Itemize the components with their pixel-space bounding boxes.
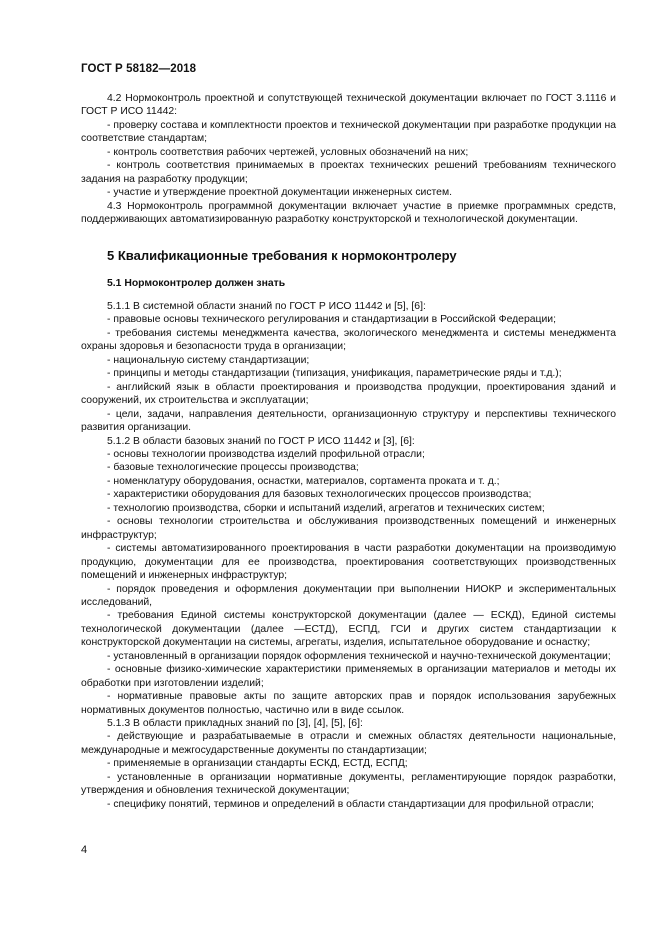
- spacer: [81, 227, 616, 235]
- paragraph: - контроль соответствия рабочих чертежей, условных обозначений на них;: [107, 146, 469, 158]
- paragraph: - национальную систему стандартизации;: [107, 354, 310, 366]
- paragraph: - установленный в организации порядок оформления технической и научно-технической документации;: [107, 650, 611, 662]
- paragraph: - действующие и разрабатываемые в отрасли и смежных областях деятельности национальные, международные и межгосударственные документы по стандартизации;: [81, 731, 616, 756]
- section-heading: 5 Квалификационные требования к нормоконтролеру: [107, 247, 457, 263]
- paragraph: - характеристики оборудования для базовых технологических процессов производства;: [107, 489, 532, 501]
- paragraph: 5.1.3 В области прикладных знаний по [3], [4], [5], [6]:: [107, 718, 363, 730]
- paragraph: - системы автоматизированного проектирования в части разработки документации на производимую продукцию, документации для ее производства, проектирования соответствующих производственных помещений и инженерных инфраструктур;: [81, 543, 616, 582]
- paragraph: - английский язык в области проектирования и производства продукции, проектирования зданий и сооружений, их строительства и эксплуатации;: [81, 381, 616, 407]
- paragraph: - технологию производства, сборки и испытаний изделий, агрегатов и технических систем;: [107, 502, 545, 514]
- paragraph: - контроль соответствия принимаемых в проектах технических решений требованиям технического задания на разработку продукции;: [81, 160, 616, 185]
- paragraph: - номенклатуру оборудования, оснастки, материалов, сортамента проката и т. д.;: [107, 475, 500, 487]
- paragraph: - основы технологии производства изделий профильной отрасли;: [107, 448, 425, 460]
- paragraph: - требования Единой системы конструкторской документации (далее — ЕСКД), Единой системы технологической документации (далее —ЕСТД), ЕСПД, ГСИ и других систем стандартизации к конструкторской документации на системы, агрегаты, изделия, испытательное оборудование и оснастку;: [81, 610, 616, 649]
- paragraph: 5.1.2 В области базовых знаний по ГОСТ Р ИСО 11442 и [3], [6]:: [107, 435, 415, 447]
- document-header: ГОСТ Р 58182—2018: [81, 63, 197, 75]
- document-body: [81, 92, 616, 811]
- section-5-body: [81, 300, 616, 811]
- paragraph: - цели, задачи, направления деятельности, организационную структуру и перспективы технического развития организации.: [81, 408, 616, 434]
- paragraph: - основы технологии строительства и обслуживания производственных помещений и инженерных инфраструктур;: [81, 516, 616, 541]
- page-number: 4: [81, 844, 88, 856]
- paragraph: - правовые основы технического регулирования и стандартизации в Российской Федерации;: [107, 314, 556, 326]
- paragraph: - порядок проведения и оформления документации при выполнении НИОКР и экспериментальных исследований,: [81, 583, 616, 608]
- paragraph: - участие и утверждение проектной документации инженерных систем.: [107, 187, 452, 199]
- paragraph: - требования системы менеджмента качества, экологического менеджмента и системы менеджмента охраны здоровья и безопасности труда в организации;: [81, 327, 616, 353]
- paragraph: - принципы и методы стандартизации (типизация, унификация, параметрические ряды и т.д.);: [107, 368, 562, 380]
- paragraph: 4.2 Нормоконтроль проектной и сопутствующей технической документации включает по ГОСТ 3.1116 и ГОСТ Р ИСО 11442:: [81, 93, 616, 118]
- paragraph: - нормативные правовые акты по защите авторских прав и порядок использования зарубежных нормативных документов полностью, частично или в виде ссылок.: [81, 691, 616, 716]
- paragraph: - установленные в организации нормативные документы, регламентирующие порядок разработки, утверждения и обновления технической документации;: [81, 771, 616, 797]
- paragraph: - базовые технологические процессы производства;: [107, 462, 359, 474]
- paragraph: 5.1.1 В системной области знаний по ГОСТ Р ИСО 11442 и [5], [6]:: [107, 300, 426, 312]
- paragraph: 4.3 Нормоконтроль программной документации включает участие в приемке программных средств, поддерживающих автоматизированную разработку конструкторской и технологической документации.: [81, 200, 616, 226]
- subsection-heading: 5.1 Нормоконтролер должен знать: [107, 277, 286, 289]
- paragraph: - специфику понятий, терминов и определений в области стандартизации для профильной отрасли;: [107, 798, 594, 810]
- paragraph: - основные физико-химические характеристики применяемых в организации материалов и методы их обработки при изготовлении изделий;: [81, 664, 616, 689]
- paragraph: - применяемые в организации стандарты ЕСКД, ЕСТД, ЕСПД;: [107, 758, 408, 770]
- section-4-continuation: [81, 92, 616, 227]
- paragraph: - проверку состава и комплектности проектов и технической документации при разработке продукции на соответствие стандартам;: [81, 119, 616, 145]
